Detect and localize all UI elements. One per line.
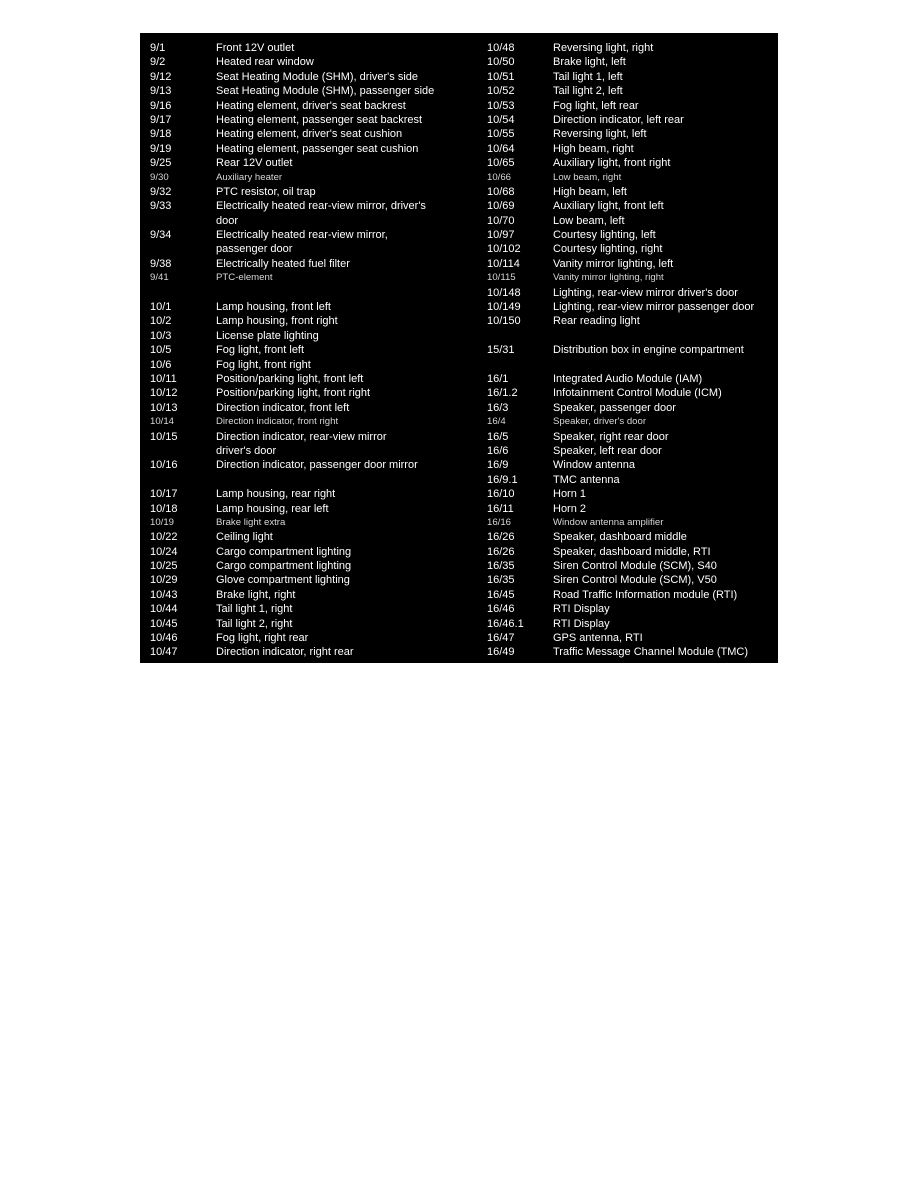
component-code: 16/4 <box>487 416 506 428</box>
component-description: Infotainment Control Module (ICM) <box>553 387 722 400</box>
component-code: 10/55 <box>487 128 515 141</box>
component-description: Ceiling light <box>216 531 273 544</box>
component-code: 16/1.2 <box>487 387 518 400</box>
legend-row <box>150 588 470 602</box>
legend-row <box>150 602 470 616</box>
component-description: Front 12V outlet <box>216 42 295 54</box>
component-description: Low beam, left <box>553 214 625 227</box>
component-code: 10/13 <box>150 401 178 414</box>
component-code: 10/5 <box>150 344 172 357</box>
legend-row <box>487 41 777 55</box>
component-code: 16/35 <box>487 560 515 573</box>
component-description: door <box>216 214 239 227</box>
component-code: 16/5 <box>487 430 509 443</box>
legend-row <box>150 559 470 573</box>
component-code: 16/49 <box>487 646 515 659</box>
legend-row <box>150 444 470 458</box>
legend-row <box>150 55 470 69</box>
component-code: 10/149 <box>487 301 521 314</box>
component-description: Tail light 1, left <box>553 70 623 83</box>
component-code: 10/52 <box>487 85 515 98</box>
component-code: 10/24 <box>150 545 178 558</box>
legend-row <box>150 314 470 328</box>
component-description: Integrated Audio Module (IAM) <box>553 372 703 385</box>
legend-row <box>150 113 470 127</box>
component-code: 9/17 <box>150 113 172 126</box>
legend-row <box>150 530 470 544</box>
legend-row <box>150 142 470 156</box>
legend-row <box>487 329 777 343</box>
component-code: 10/97 <box>487 229 515 242</box>
legend-row <box>150 228 470 242</box>
component-description: Speaker, driver's door <box>553 416 647 428</box>
component-description: Brake light, right <box>216 588 296 601</box>
component-description: Horn 2 <box>553 502 587 515</box>
component-description: Siren Control Module (SCM), V50 <box>553 574 717 587</box>
component-code: 10/14 <box>150 416 175 428</box>
component-description: passenger door <box>216 243 293 256</box>
component-code: 10/150 <box>487 315 521 328</box>
component-description: Direction indicator, right rear <box>216 646 354 659</box>
component-description: Fog light, left rear <box>553 99 639 112</box>
component-code: 10/16 <box>150 459 178 472</box>
component-code: 9/16 <box>150 99 172 112</box>
component-description: Brake light, left <box>553 56 626 69</box>
component-description: Direction indicator, front right <box>216 416 339 428</box>
component-code: 16/47 <box>487 632 515 645</box>
legend-row <box>487 199 777 213</box>
component-description <box>553 358 777 372</box>
component-code: 10/15 <box>150 430 178 443</box>
legend-row <box>150 473 470 487</box>
component-legend-panel <box>140 33 778 663</box>
component-code: 10/69 <box>487 200 515 213</box>
component-code: 10/53 <box>487 99 515 112</box>
component-code: 9/1 <box>150 42 166 54</box>
legend-row <box>487 257 777 271</box>
legend-row <box>150 329 470 343</box>
component-code <box>487 329 553 343</box>
component-code <box>150 214 216 228</box>
component-code: 10/43 <box>150 588 178 601</box>
legend-row <box>150 430 470 444</box>
component-code: 9/30 <box>150 171 169 183</box>
component-code: 16/3 <box>487 401 509 414</box>
component-code: 9/32 <box>150 185 172 198</box>
component-description: Heating element, driver's seat backrest <box>216 99 406 112</box>
component-description: Lamp housing, rear right <box>216 488 336 501</box>
legend-row <box>150 84 470 98</box>
component-code: 16/9 <box>487 459 509 472</box>
legend-row <box>487 228 777 242</box>
legend-column-left <box>150 41 470 660</box>
legend-row <box>150 257 470 271</box>
legend-row <box>150 300 470 314</box>
component-code: 10/70 <box>487 214 515 227</box>
legend-column-right <box>487 41 777 660</box>
component-code: 16/26 <box>487 545 515 558</box>
legend-row <box>150 573 470 587</box>
component-code: 16/35 <box>487 574 515 587</box>
legend-row <box>487 214 777 228</box>
legend-row <box>487 530 777 544</box>
component-code: 16/45 <box>487 588 515 601</box>
legend-row <box>487 142 777 156</box>
component-code: 15/31 <box>487 344 515 357</box>
legend-row <box>150 171 470 185</box>
component-description: Electrically heated fuel filter <box>216 257 350 270</box>
component-code <box>150 286 216 300</box>
component-description: Cargo compartment lighting <box>216 545 352 558</box>
legend-row <box>487 386 777 400</box>
legend-row <box>487 401 777 415</box>
component-code: 10/2 <box>150 315 172 328</box>
component-code <box>150 242 216 256</box>
component-description: Heated rear window <box>216 56 314 69</box>
legend-row <box>150 99 470 113</box>
component-description: Position/parking light, front right <box>216 387 371 400</box>
component-description: Tail light 1, right <box>216 603 293 616</box>
legend-row <box>150 271 470 285</box>
component-description: Vanity mirror lighting, right <box>553 272 664 284</box>
component-description: Road Traffic Information module (RTI) <box>553 588 738 601</box>
component-code: 10/18 <box>150 502 178 515</box>
component-description: Direction indicator, left rear <box>553 113 684 126</box>
legend-row <box>150 185 470 199</box>
component-description: Reversing light, left <box>553 128 647 141</box>
legend-row <box>487 516 777 530</box>
component-description: RTI Display <box>553 603 610 616</box>
component-description: Traffic Message Channel Module (TMC) <box>553 646 749 659</box>
legend-row <box>487 84 777 98</box>
component-code: 10/115 <box>487 272 516 284</box>
legend-row <box>487 372 777 386</box>
component-code: 10/22 <box>150 531 178 544</box>
component-description: Lighting, rear-view mirror driver's door <box>553 286 738 299</box>
legend-row <box>150 516 470 530</box>
legend-row <box>487 286 777 300</box>
legend-row <box>487 271 777 285</box>
component-description: High beam, right <box>553 142 634 155</box>
component-description: Courtesy lighting, right <box>553 243 663 256</box>
component-code: 10/1 <box>150 301 172 314</box>
legend-row <box>487 99 777 113</box>
legend-row <box>150 199 470 213</box>
legend-row <box>150 386 470 400</box>
legend-row <box>150 286 470 300</box>
component-description: Tail light 2, right <box>216 617 293 630</box>
component-description: Courtesy lighting, left <box>553 229 656 242</box>
component-description: PTC resistor, oil trap <box>216 185 316 198</box>
component-code: 16/1 <box>487 372 509 385</box>
legend-row <box>487 55 777 69</box>
legend-row <box>150 372 470 386</box>
component-code: 10/3 <box>150 329 172 342</box>
legend-row <box>150 401 470 415</box>
component-description: Tail light 2, left <box>553 85 623 98</box>
component-code: 9/2 <box>150 56 166 69</box>
legend-row <box>150 358 470 372</box>
component-description: Horn 1 <box>553 488 587 501</box>
component-description: Position/parking light, front left <box>216 372 364 385</box>
legend-row <box>487 113 777 127</box>
component-description: Rear reading light <box>553 315 640 328</box>
component-description: Speaker, dashboard middle <box>553 531 687 544</box>
component-description: Rear 12V outlet <box>216 157 293 170</box>
component-description: Auxiliary heater <box>216 171 283 183</box>
legend-row <box>487 70 777 84</box>
component-description: GPS antenna, RTI <box>553 632 643 645</box>
component-description: Reversing light, right <box>553 42 654 54</box>
component-description: Lamp housing, front right <box>216 315 338 328</box>
component-code: 10/50 <box>487 56 515 69</box>
component-description: Speaker, left rear door <box>553 444 662 457</box>
component-code: 10/102 <box>487 243 521 256</box>
component-description: Electrically heated rear-view mirror, driver's <box>216 200 426 213</box>
component-code: 10/51 <box>487 70 515 83</box>
legend-row <box>487 314 777 328</box>
legend-row <box>487 444 777 458</box>
component-code: 9/34 <box>150 229 172 242</box>
component-description: Speaker, dashboard middle, RTI <box>553 545 711 558</box>
component-code: 16/6 <box>487 444 509 457</box>
legend-row <box>150 127 470 141</box>
component-code: 10/64 <box>487 142 515 155</box>
legend-row <box>150 70 470 84</box>
component-description: Speaker, right rear door <box>553 430 669 443</box>
component-description: Electrically heated rear-view mirror, <box>216 229 388 242</box>
component-code: 9/38 <box>150 257 172 270</box>
legend-row <box>487 300 777 314</box>
component-description: Heating element, driver's seat cushion <box>216 128 403 141</box>
component-description: Lamp housing, front left <box>216 301 331 314</box>
component-description: Speaker, passenger door <box>553 401 676 414</box>
legend-row <box>487 185 777 199</box>
component-description: Brake light extra <box>216 516 286 528</box>
legend-row <box>150 545 470 559</box>
component-description: TMC antenna <box>553 473 620 486</box>
component-code: 16/46.1 <box>487 617 524 630</box>
legend-row <box>487 358 777 372</box>
component-code: 16/46 <box>487 603 515 616</box>
legend-row <box>487 631 777 645</box>
legend-row <box>150 502 470 516</box>
component-code: 10/29 <box>150 574 178 587</box>
component-description: Fog light, right rear <box>216 632 309 645</box>
legend-row <box>150 458 470 472</box>
component-code: 10/19 <box>150 516 175 528</box>
component-description: Seat Heating Module (SHM), passenger side <box>216 85 435 98</box>
legend-row <box>150 214 470 228</box>
component-code: 9/18 <box>150 128 172 141</box>
component-code: 10/68 <box>487 185 515 198</box>
component-code: 10/6 <box>150 358 172 371</box>
legend-row <box>150 631 470 645</box>
component-code: 9/12 <box>150 70 172 83</box>
legend-row <box>487 645 777 659</box>
legend-row <box>150 415 470 429</box>
legend-row <box>487 127 777 141</box>
component-description: Auxiliary light, front left <box>553 200 664 213</box>
legend-row <box>487 430 777 444</box>
component-description: Heating element, passenger seat backrest <box>216 113 423 126</box>
component-description: License plate lighting <box>216 329 319 342</box>
component-code: 10/17 <box>150 488 178 501</box>
component-code: 10/54 <box>487 113 515 126</box>
component-description: Low beam, right <box>553 171 622 183</box>
component-code: 10/46 <box>150 632 178 645</box>
component-code: 10/114 <box>487 257 520 270</box>
legend-row <box>487 573 777 587</box>
component-code: 10/12 <box>150 387 178 400</box>
component-description: Distribution box in engine compartment <box>553 344 744 357</box>
component-code: 16/26 <box>487 531 515 544</box>
component-description: Direction indicator, passenger door mirror <box>216 459 418 472</box>
component-description: Window antenna amplifier <box>553 516 664 528</box>
component-code: 9/19 <box>150 142 172 155</box>
legend-row <box>150 41 470 55</box>
component-code: 10/25 <box>150 560 178 573</box>
legend-row <box>487 545 777 559</box>
component-code: 10/45 <box>150 617 178 630</box>
component-description <box>216 286 470 300</box>
legend-row <box>150 487 470 501</box>
component-description: Window antenna <box>553 459 635 472</box>
legend-row <box>487 559 777 573</box>
component-code: 10/47 <box>150 646 178 659</box>
legend-row <box>150 645 470 659</box>
component-code: 16/9.1 <box>487 473 518 486</box>
component-code: 9/25 <box>150 157 172 170</box>
legend-row <box>487 415 777 429</box>
legend-row <box>487 242 777 256</box>
component-description: Siren Control Module (SCM), S40 <box>553 560 717 573</box>
component-description: Auxiliary light, front right <box>553 157 671 170</box>
component-code: 16/11 <box>487 502 514 515</box>
component-description: High beam, left <box>553 185 627 198</box>
legend-row <box>150 343 470 357</box>
legend-row <box>150 617 470 631</box>
legend-row <box>150 156 470 170</box>
component-code: 10/11 <box>150 372 177 385</box>
legend-row <box>487 458 777 472</box>
component-description: Direction indicator, rear-view mirror <box>216 430 387 443</box>
component-description: Glove compartment lighting <box>216 574 350 587</box>
component-description: Fog light, front right <box>216 358 311 371</box>
component-code: 10/148 <box>487 286 521 299</box>
component-code: 10/65 <box>487 157 515 170</box>
component-description: Lighting, rear-view mirror passenger door <box>553 301 755 314</box>
component-code: 10/48 <box>487 42 515 54</box>
component-code <box>487 358 553 372</box>
component-code: 16/10 <box>487 488 515 501</box>
legend-row <box>487 502 777 516</box>
component-description: Vanity mirror lighting, left <box>553 257 674 270</box>
legend-row <box>487 156 777 170</box>
legend-row <box>487 343 777 357</box>
legend-row <box>487 588 777 602</box>
component-code: 9/41 <box>150 272 169 284</box>
component-description: RTI Display <box>553 617 610 630</box>
component-description: PTC-element <box>216 272 273 284</box>
legend-row <box>487 473 777 487</box>
legend-row <box>487 602 777 616</box>
component-description: Fog light, front left <box>216 344 305 357</box>
component-description: Heating element, passenger seat cushion <box>216 142 419 155</box>
component-description: Cargo compartment lighting <box>216 560 352 573</box>
component-code: 16/16 <box>487 516 512 528</box>
component-code: 10/44 <box>150 603 178 616</box>
component-code: 9/13 <box>150 85 172 98</box>
component-code: 9/33 <box>150 200 172 213</box>
component-description: driver's door <box>216 444 277 457</box>
component-description: Seat Heating Module (SHM), driver's side <box>216 70 419 83</box>
legend-row <box>487 617 777 631</box>
component-code <box>150 473 216 487</box>
component-code <box>150 444 216 458</box>
component-code: 10/66 <box>487 171 512 183</box>
legend-row <box>487 487 777 501</box>
component-description <box>553 329 777 343</box>
component-description: Lamp housing, rear left <box>216 502 329 515</box>
component-description: Direction indicator, front left <box>216 401 350 414</box>
component-description <box>216 473 470 487</box>
legend-row <box>150 242 470 256</box>
legend-row <box>487 171 777 185</box>
